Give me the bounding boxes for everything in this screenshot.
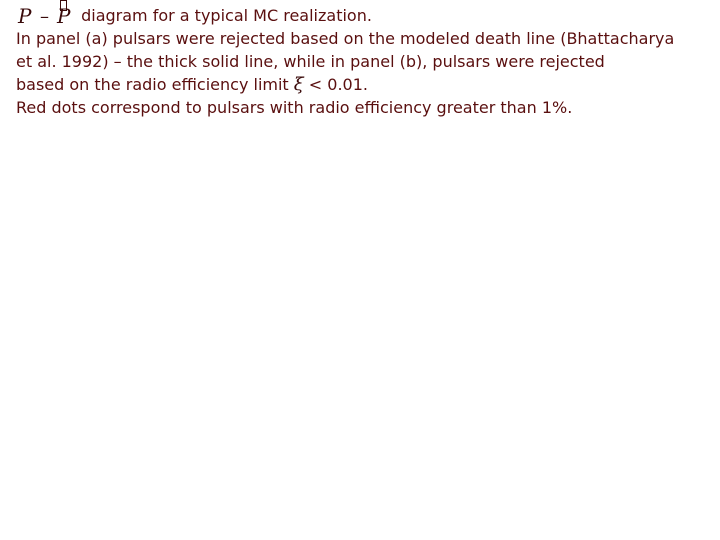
- formula-period-derivative-symbol: P: [57, 4, 71, 28]
- radio-efficiency-symbol: ξ: [293, 74, 304, 95]
- caption-line-1: [16, 4, 706, 27]
- figure-caption: [16, 4, 706, 119]
- formula-minus-sign: –: [40, 6, 49, 27]
- missing-glyph-box-icon: [60, 0, 67, 11]
- caption-line-5: Red dots correspond to pulsars with radio efficiency greater than 1%.: [16, 98, 573, 117]
- caption-line-3: et al. 1992) – the thick solid line, while in panel (b), pulsars were rejected: [16, 52, 605, 71]
- formula-period-symbol: P: [18, 4, 32, 28]
- caption-line-4: [16, 73, 706, 96]
- caption-line-4-prefix: based on the radio efficiency limit: [16, 75, 294, 94]
- caption-line-4-suffix: < 0.01.: [303, 75, 368, 94]
- caption-line-1-text: diagram for a typical MC realization.: [76, 6, 372, 25]
- p-pdot-formula: [16, 4, 76, 27]
- caption-line-2: In panel (a) pulsars were rejected based on the modeled death line (Bhattacharya: [16, 29, 675, 48]
